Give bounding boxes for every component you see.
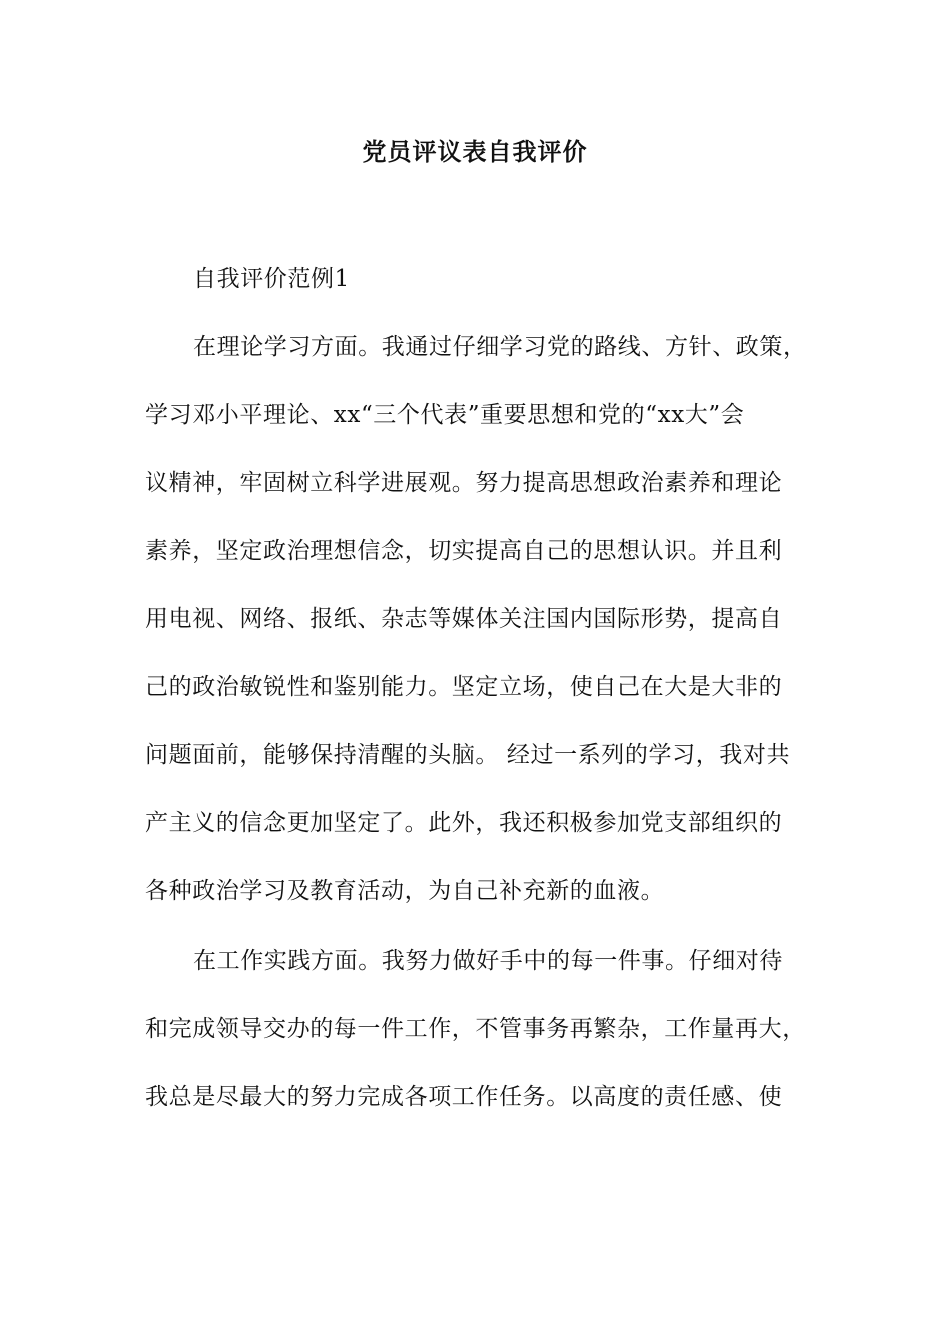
paragraph-line: 在工作实践方面。我努力做好手中的每一件事。仔细对待 [193, 948, 783, 974]
paragraph-line: 学习邓小平理论、xx“三个代表”重要思想和党的“xx大”会 [145, 402, 745, 428]
paragraph-line: 和完成领导交办的每一件工作，不管事务再繁杂，工作量再大， [145, 1016, 806, 1042]
document-body [145, 266, 835, 1152]
paragraph-line: 在理论学习方面。我通过仔细学习党的路线、方针、政策， [193, 334, 807, 360]
paragraph-line: 我总是尽最大的努力完成各项工作任务。以高度的责任感、使 [145, 1084, 783, 1110]
paragraph-line: 议精神，牢固树立科学进展观。努力提高思想政治素养和理论 [145, 470, 783, 496]
paragraph-line: 素养，坚定政治理想信念，切实提高自己的思想认识。并且利 [145, 538, 783, 564]
paragraph-line: 问题面前，能够保持清醒的头脑。 经过一系列的学习，我对共 [145, 742, 791, 768]
paragraph-line: 己的政治敏锐性和鉴别能力。坚定立场，使自己在大是大非的 [145, 674, 783, 700]
paragraph-line: 各种政治学习及教育活动，为自己补充新的血液。 [145, 878, 665, 904]
paragraph-line: 产主义的信念更加坚定了。此外，我还积极参加党支部组织的 [145, 810, 783, 836]
document-title: 党员评议表自我评价 [362, 137, 588, 166]
section-heading: 自我评价范例1 [193, 266, 350, 292]
paragraph-line: 用电视、网络、报纸、杂志等媒体关注国内国际形势，提高自 [145, 606, 783, 632]
